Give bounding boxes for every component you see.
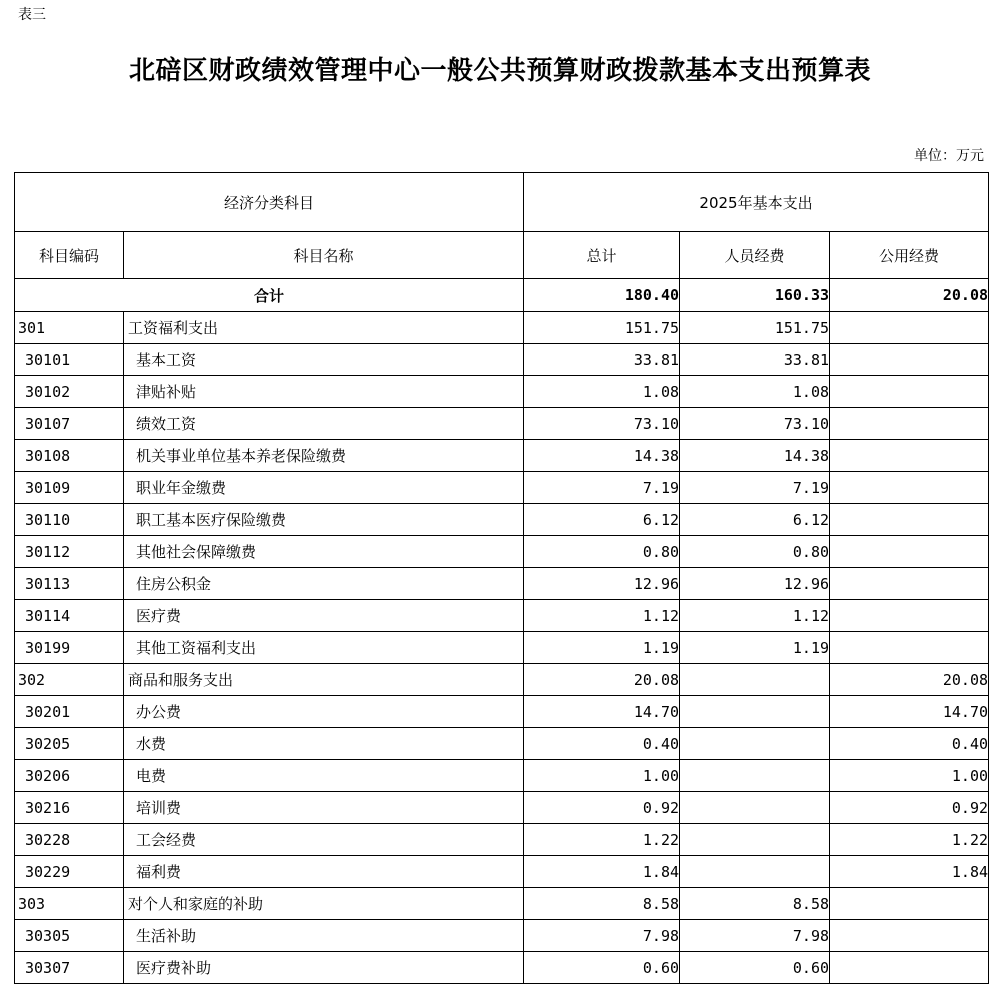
table-row	[15, 472, 989, 504]
row-public	[830, 568, 989, 600]
row-personnel	[680, 696, 830, 728]
row-personnel: 33.81	[680, 344, 830, 376]
row-personnel: 1.19	[680, 632, 830, 664]
total-label: 合计	[15, 279, 524, 312]
row-name: 津贴补贴	[124, 376, 524, 408]
header-row-top	[15, 173, 989, 232]
row-public: 0.92	[830, 792, 989, 824]
row-personnel: 7.19	[680, 472, 830, 504]
row-personnel: 6.12	[680, 504, 830, 536]
row-name: 职业年金缴费	[124, 472, 524, 504]
row-name: 水费	[124, 728, 524, 760]
row-total: 0.40	[524, 728, 680, 760]
table-row	[15, 760, 989, 792]
row-total: 73.10	[524, 408, 680, 440]
row-public	[830, 888, 989, 920]
row-personnel	[680, 856, 830, 888]
row-personnel: 1.08	[680, 376, 830, 408]
row-name: 职工基本医疗保险缴费	[124, 504, 524, 536]
total-public: 20.08	[830, 279, 989, 312]
row-public: 20.08	[830, 664, 989, 696]
row-total: 14.70	[524, 696, 680, 728]
row-personnel	[680, 760, 830, 792]
table-row	[15, 344, 989, 376]
table-number-label: 表三	[18, 7, 46, 23]
header-total: 总计	[524, 232, 680, 279]
table-row	[15, 632, 989, 664]
row-code: 30112	[15, 536, 124, 568]
row-public	[830, 536, 989, 568]
row-total: 1.19	[524, 632, 680, 664]
row-name: 机关事业单位基本养老保险缴费	[124, 440, 524, 472]
row-total: 12.96	[524, 568, 680, 600]
table-row	[15, 504, 989, 536]
row-code: 30107	[15, 408, 124, 440]
header-personnel: 人员经费	[680, 232, 830, 279]
row-code: 30199	[15, 632, 124, 664]
row-personnel: 7.98	[680, 920, 830, 952]
row-public	[830, 600, 989, 632]
row-name: 绩效工资	[124, 408, 524, 440]
row-code: 30201	[15, 696, 124, 728]
row-public	[830, 952, 989, 984]
row-personnel: 0.60	[680, 952, 830, 984]
row-code: 30113	[15, 568, 124, 600]
row-name: 基本工资	[124, 344, 524, 376]
row-name: 办公费	[124, 696, 524, 728]
row-personnel: 73.10	[680, 408, 830, 440]
row-personnel: 12.96	[680, 568, 830, 600]
row-code: 30305	[15, 920, 124, 952]
row-name: 工会经费	[124, 824, 524, 856]
row-personnel	[680, 664, 830, 696]
row-code: 302	[15, 664, 124, 696]
row-name: 其他工资福利支出	[124, 632, 524, 664]
row-public	[830, 408, 989, 440]
row-name: 住房公积金	[124, 568, 524, 600]
row-total: 151.75	[524, 312, 680, 344]
table-row	[15, 728, 989, 760]
row-code: 30229	[15, 856, 124, 888]
row-total: 8.58	[524, 888, 680, 920]
row-code: 30110	[15, 504, 124, 536]
table-row	[15, 888, 989, 920]
row-public: 0.40	[830, 728, 989, 760]
row-public: 1.00	[830, 760, 989, 792]
row-code: 30102	[15, 376, 124, 408]
unit-label: 单位：万元	[914, 148, 984, 164]
row-public	[830, 504, 989, 536]
row-public	[830, 472, 989, 504]
total-personnel: 160.33	[680, 279, 830, 312]
row-code: 30101	[15, 344, 124, 376]
row-total: 7.19	[524, 472, 680, 504]
row-code: 30205	[15, 728, 124, 760]
table-row	[15, 664, 989, 696]
header-code: 科目编码	[15, 232, 124, 279]
table-row	[15, 824, 989, 856]
row-name: 医疗费补助	[124, 952, 524, 984]
page-title: 北碚区财政绩效管理中心一般公共预算财政拨款基本支出预算表	[128, 56, 871, 86]
header-name: 科目名称	[124, 232, 524, 279]
table-row	[15, 952, 989, 984]
budget-table	[14, 172, 989, 984]
total-sum: 180.40	[524, 279, 680, 312]
row-public	[830, 440, 989, 472]
row-public	[830, 920, 989, 952]
table-row	[15, 856, 989, 888]
row-code: 303	[15, 888, 124, 920]
row-code: 30114	[15, 600, 124, 632]
row-name: 福利费	[124, 856, 524, 888]
row-name: 对个人和家庭的补助	[124, 888, 524, 920]
header-year-block: 2025年基本支出	[524, 173, 989, 232]
row-total: 1.12	[524, 600, 680, 632]
row-personnel	[680, 792, 830, 824]
row-name: 电费	[124, 760, 524, 792]
row-code: 30216	[15, 792, 124, 824]
table-row	[15, 440, 989, 472]
header-row-columns	[15, 232, 989, 279]
row-code: 30228	[15, 824, 124, 856]
row-public: 14.70	[830, 696, 989, 728]
row-code: 30108	[15, 440, 124, 472]
row-total: 20.08	[524, 664, 680, 696]
table-row	[15, 376, 989, 408]
table-row	[15, 536, 989, 568]
table-row	[15, 600, 989, 632]
header-public: 公用经费	[830, 232, 989, 279]
row-name: 商品和服务支出	[124, 664, 524, 696]
row-code: 30206	[15, 760, 124, 792]
row-total: 1.22	[524, 824, 680, 856]
table-row	[15, 696, 989, 728]
row-personnel: 1.12	[680, 600, 830, 632]
row-total: 6.12	[524, 504, 680, 536]
row-total: 14.38	[524, 440, 680, 472]
row-total: 1.84	[524, 856, 680, 888]
row-name: 其他社会保障缴费	[124, 536, 524, 568]
row-public	[830, 376, 989, 408]
row-public	[830, 632, 989, 664]
row-total: 0.60	[524, 952, 680, 984]
row-code: 301	[15, 312, 124, 344]
row-public: 1.22	[830, 824, 989, 856]
row-name: 培训费	[124, 792, 524, 824]
row-personnel: 8.58	[680, 888, 830, 920]
row-code: 30109	[15, 472, 124, 504]
row-personnel	[680, 824, 830, 856]
row-total: 1.08	[524, 376, 680, 408]
row-personnel: 0.80	[680, 536, 830, 568]
row-personnel: 151.75	[680, 312, 830, 344]
table-row	[15, 568, 989, 600]
table-row	[15, 312, 989, 344]
row-name: 工资福利支出	[124, 312, 524, 344]
table-row	[15, 920, 989, 952]
row-total: 33.81	[524, 344, 680, 376]
row-code: 30307	[15, 952, 124, 984]
row-public	[830, 312, 989, 344]
row-public: 1.84	[830, 856, 989, 888]
row-name: 医疗费	[124, 600, 524, 632]
table-row	[15, 792, 989, 824]
row-personnel	[680, 728, 830, 760]
row-total: 0.80	[524, 536, 680, 568]
row-total: 1.00	[524, 760, 680, 792]
total-row	[15, 279, 989, 312]
row-public	[830, 344, 989, 376]
row-total: 0.92	[524, 792, 680, 824]
row-name: 生活补助	[124, 920, 524, 952]
row-personnel: 14.38	[680, 440, 830, 472]
row-total: 7.98	[524, 920, 680, 952]
table-row	[15, 408, 989, 440]
header-econ-class: 经济分类科目	[15, 173, 524, 232]
